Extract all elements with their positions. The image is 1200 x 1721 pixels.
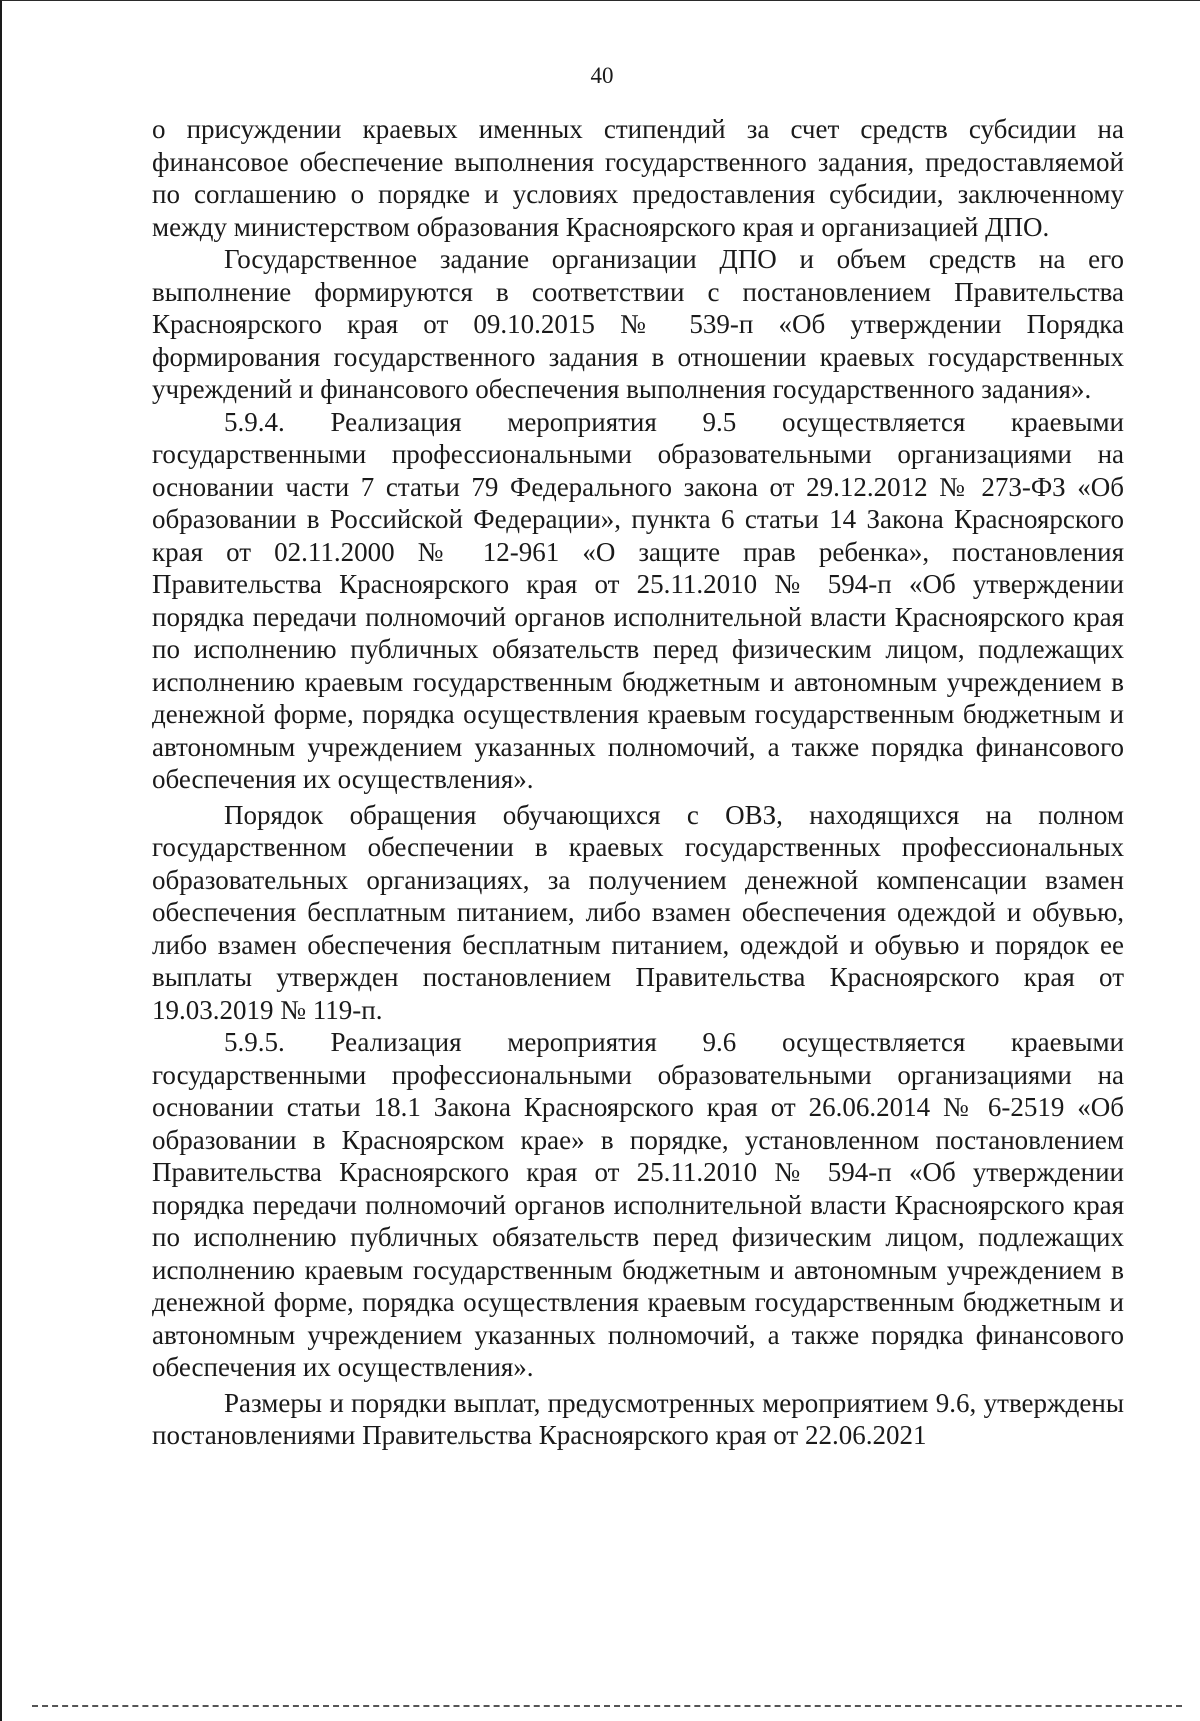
paragraph-state-assignment: Государственное задание организации ДПО и объем средств на его выполнение формируются в соответствии с постановлением Правительства Красноярского края от 09.10.2015 № 539-п «Об утверждении Порядка формирования государственного задания в отношении краевых государственных учреждений и финансового обеспечения выполнения государственного задания».	[152, 244, 1124, 404]
paragraph-payment-sizes: Размеры и порядки выплат, предусмотренных мероприятием 9.6, утверждены постановлениями Правительства Красноярского края от 22.06.2021	[152, 1387, 1124, 1450]
paragraph-5-9-5: 5.9.5. Реализация мероприятия 9.6 осуществляется краевыми государственными профессиональными образовательными организациями на основании статьи 18.1 Закона Красноярского края от 26.06.2014 № 6-2519 «Об образовании в Красноярском крае» в порядке, установленном постановлением Правительства Красноярского края от 25.11.2010 № 594-п «Об утверждении порядка передачи полномочий органов исполнительной власти Красноярского края по исполнению публичных обязательств перед физическим лицом, подлежащих исполнению краевым государственным бюджетным и автономным учреждением в денежной форме, порядка осуществления краевым государственным бюджетным и автономным учреждением указанных полномочий, а также порядка финансового обеспечения их осуществления».	[152, 1027, 1124, 1382]
paragraph-continuation: о присуждении краевых именных стипендий за счет средств субсидии на финансовое обеспечение выполнения государственного задания, предоставляемой по соглашению о порядке и условиях предоставления субсидии, заключенному между министерством образования Красноярского края и организацией ДПО.	[152, 114, 1124, 242]
scan-bottom-edge	[32, 1705, 1182, 1707]
paragraph-5-9-4: 5.9.4. Реализация мероприятия 9.5 осуществляется краевыми государственными профессиональными образовательными организациями на основании части 7 статьи 79 Федерального закона от 29.12.2012 № 273-ФЗ «Об образовании в Российской Федерации», пункта 6 статьи 14 Закона Красноярского края от 02.11.2000 № 12-961 «О защите прав ребенка», постановления Правительства Красноярского края от 25.11.2010 № 594-п «Об утверждении порядка передачи полномочий органов исполнительной власти Красноярского края по исполнению публичных обязательств перед физическим лицом, подлежащих исполнению краевым государственным бюджетным и автономным учреждением в денежной форме, порядка осуществления краевым государственным бюджетным и автономным учреждением указанных полномочий, а также порядка финансового обеспечения их осуществления».	[152, 406, 1124, 794]
page-number: 40	[590, 63, 614, 88]
paragraph-ovz-procedure: Порядок обращения обучающихся с ОВЗ, находящихся на полном государственном обеспечении в краевых государственных профессиональных образовательных организациях, за получением денежной компенсации взамен обеспечения бесплатным питанием, либо взамен обеспечения одеждой и обувью, либо взамен обеспечения бесплатным питанием, одеждой и обувью и порядок ее выплаты утвержден постановлением Правительства Красноярского края от 19.03.2019 № 119-п.	[152, 799, 1124, 1025]
document-body	[152, 113, 1124, 1452]
